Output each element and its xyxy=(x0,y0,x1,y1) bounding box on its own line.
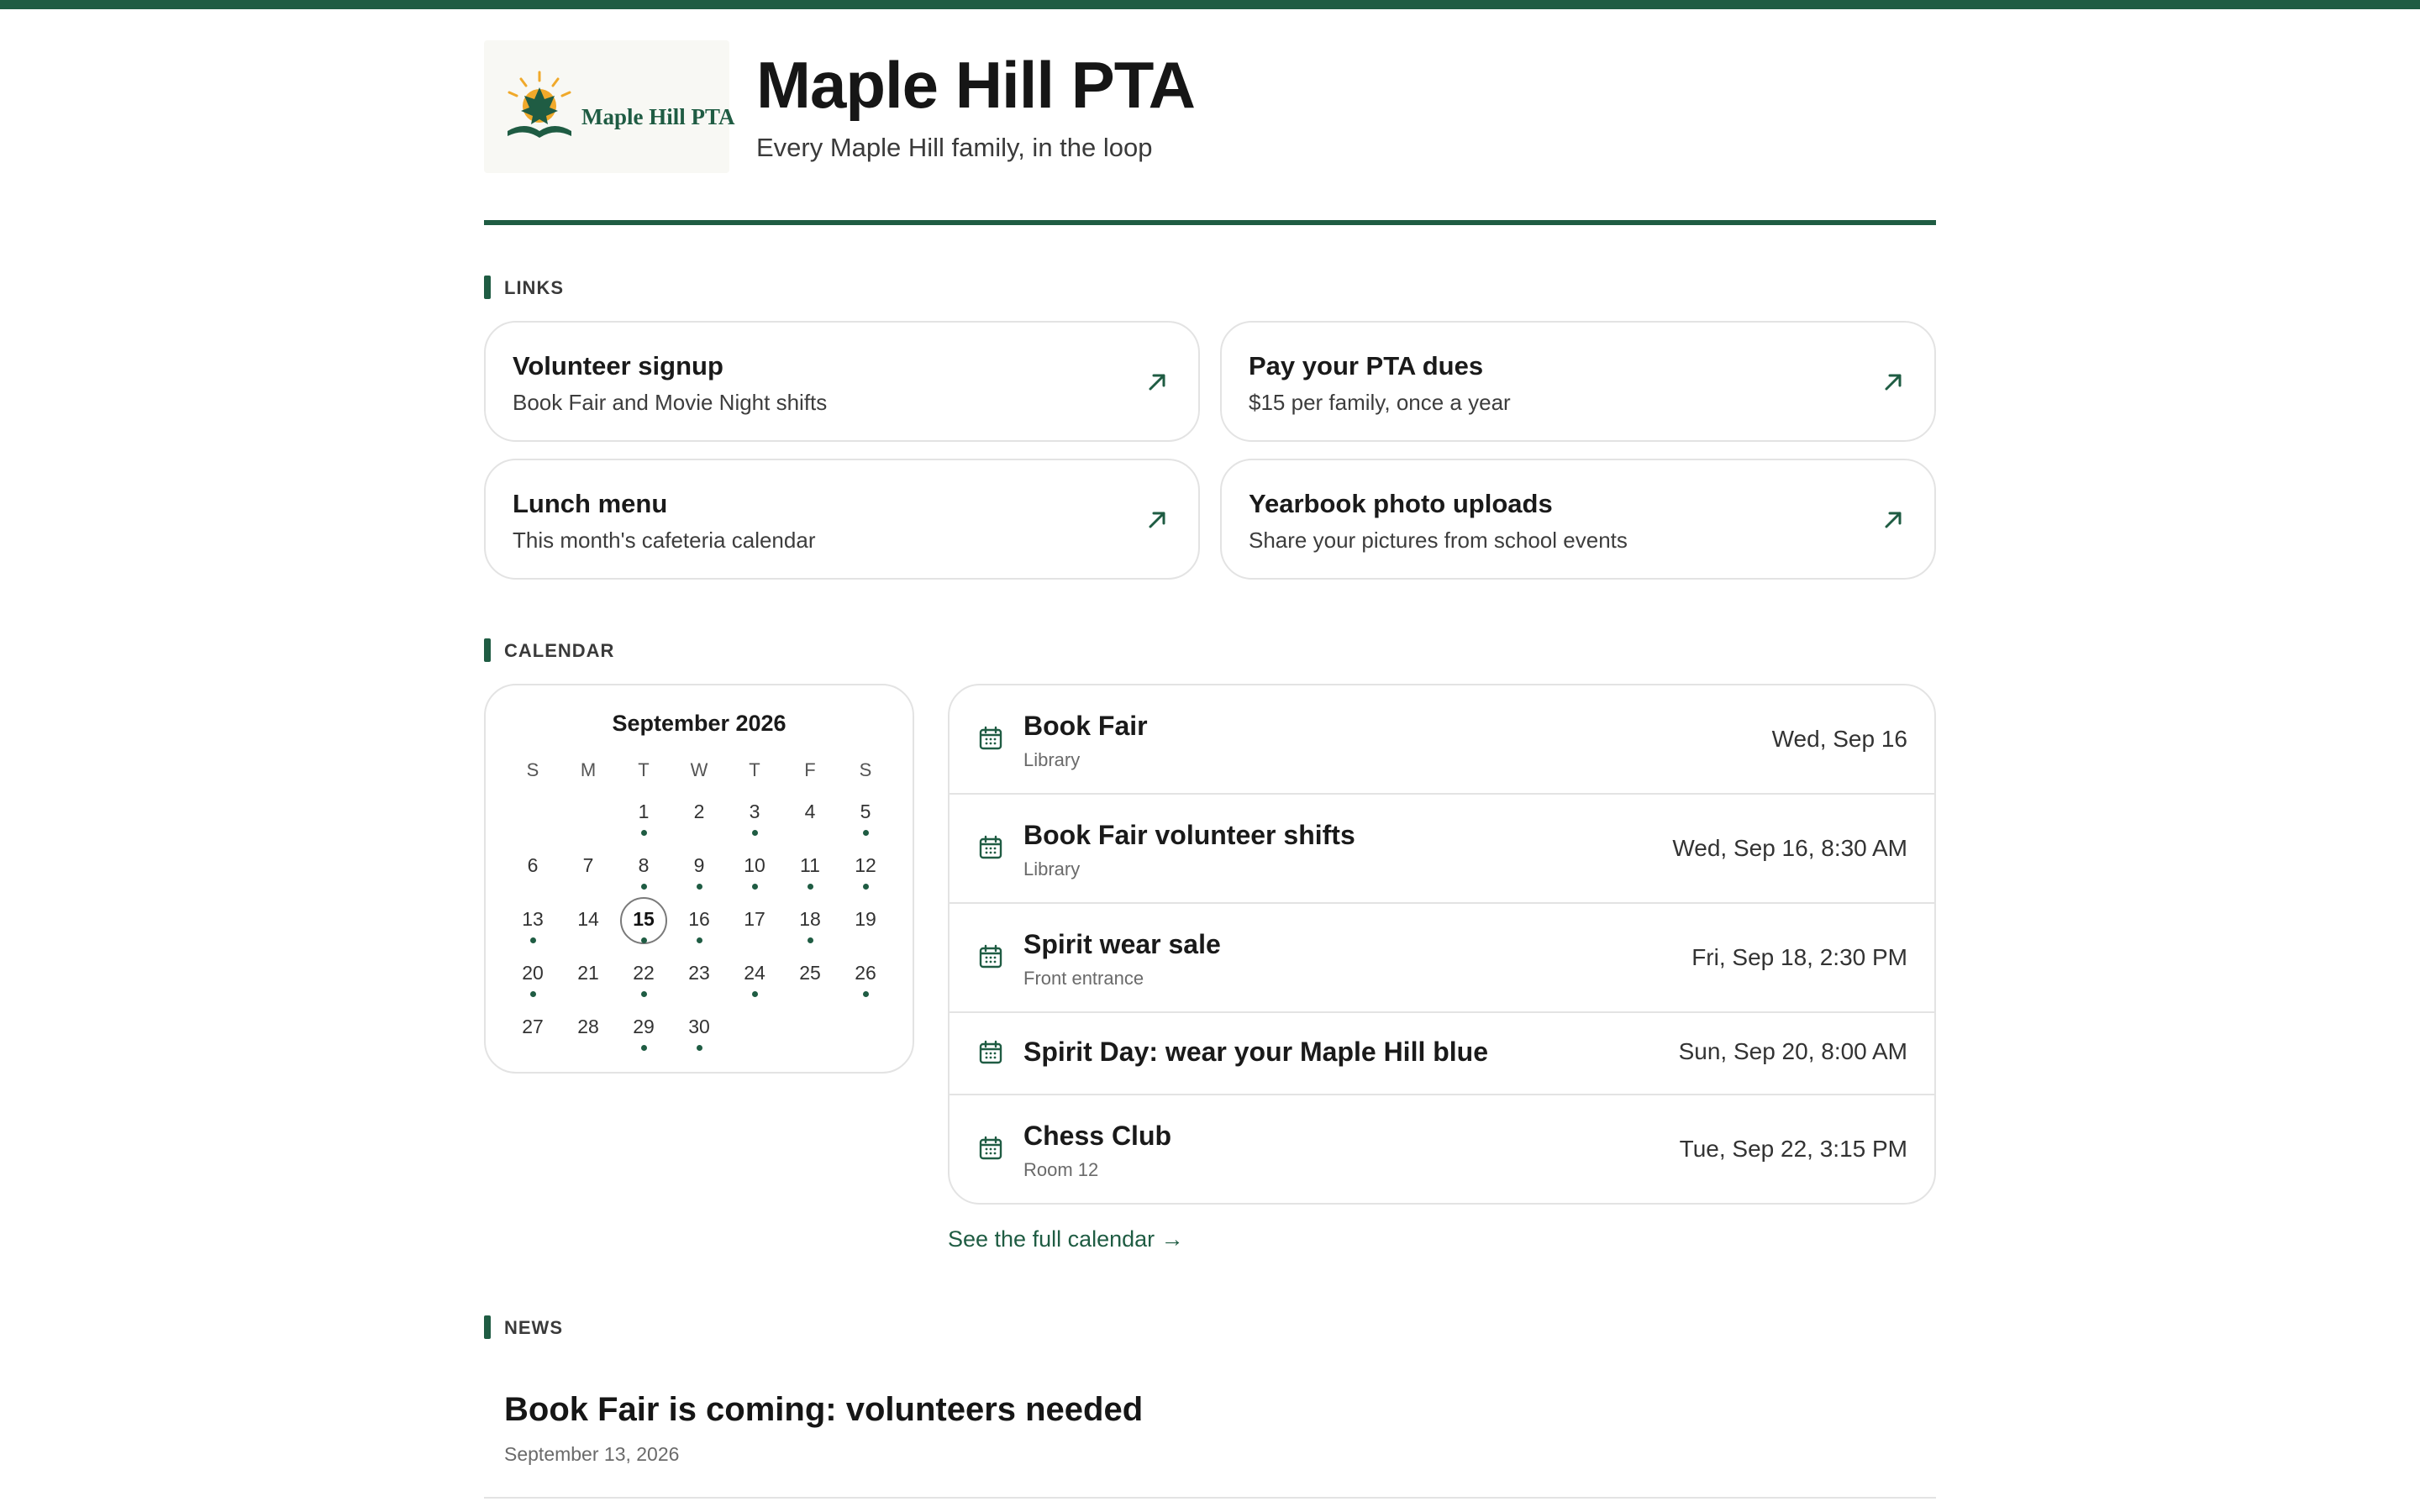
calendar-day-number: 20 xyxy=(522,962,544,984)
link-card-volunteer-signup[interactable] xyxy=(484,321,1200,442)
link-card-subtitle: Book Fair and Movie Night shifts xyxy=(513,390,828,415)
calendar-day-number: 18 xyxy=(799,908,821,930)
calendar-day[interactable] xyxy=(509,897,556,944)
event-dot-indicator xyxy=(697,1045,702,1051)
link-card-subtitle: $15 per family, once a year xyxy=(1249,390,1511,415)
link-card-title: Pay your PTA dues xyxy=(1249,351,1484,381)
calendar-day[interactable] xyxy=(565,951,612,998)
site-header xyxy=(484,40,1936,225)
news-date: September 13, 2026 xyxy=(504,1443,680,1465)
event-date: Sun, Sep 20, 8:00 AM xyxy=(1678,1038,1907,1064)
calendar-day-number: 23 xyxy=(688,962,710,984)
external-arrow-icon xyxy=(1882,371,1904,393)
mini-calendar xyxy=(484,684,914,1074)
event-dot-indicator xyxy=(808,884,813,890)
calendar-day[interactable] xyxy=(620,843,667,890)
event-row[interactable] xyxy=(950,904,1934,1013)
event-title: Spirit wear sale xyxy=(1023,929,1221,959)
calendar-day-number: 27 xyxy=(522,1016,544,1037)
event-dot-indicator xyxy=(863,991,869,997)
event-date: Wed, Sep 16, 8:30 AM xyxy=(1672,835,1907,861)
calendar-day-number: 5 xyxy=(860,801,871,822)
event-location: Front entrance xyxy=(1023,968,1144,989)
calendar-icon xyxy=(978,1040,1003,1065)
weekday-header: T xyxy=(638,759,650,780)
event-title: Book Fair volunteer shifts xyxy=(1023,820,1355,850)
calendar-day-number: 7 xyxy=(582,854,594,876)
calendar-day[interactable] xyxy=(842,843,889,890)
calendar-day[interactable] xyxy=(676,843,723,890)
link-card-subtitle: This month's cafeteria calendar xyxy=(513,528,816,553)
event-dot-indicator xyxy=(641,884,647,890)
weekday-header: S xyxy=(526,759,539,780)
full-calendar-link[interactable]: See the full calendar → xyxy=(948,1226,1184,1252)
external-arrow-icon xyxy=(1146,509,1168,531)
event-location: Room 12 xyxy=(1023,1159,1099,1180)
calendar-day[interactable] xyxy=(620,951,667,998)
event-location: Library xyxy=(1023,858,1081,879)
calendar-day-number: 13 xyxy=(522,908,544,930)
event-dot-indicator xyxy=(641,1045,647,1051)
calendar-day[interactable] xyxy=(676,897,723,944)
calendar-day-number: 30 xyxy=(688,1016,710,1037)
event-dot-indicator xyxy=(530,937,536,943)
event-location: Library xyxy=(1023,749,1081,770)
calendar-day[interactable] xyxy=(731,951,778,998)
section-label-text: NEWS xyxy=(504,1317,563,1338)
weekday-header: T xyxy=(749,759,760,780)
link-card-title: Volunteer signup xyxy=(513,351,723,381)
calendar-day-number: 21 xyxy=(577,962,599,984)
calendar-day[interactable] xyxy=(676,790,723,837)
event-dot-indicator xyxy=(863,830,869,836)
calendar-day[interactable] xyxy=(786,790,834,837)
calendar-day-number: 8 xyxy=(638,854,650,876)
calendar-day[interactable] xyxy=(565,843,612,890)
calendar-day-number: 4 xyxy=(804,801,816,822)
calendar-day[interactable] xyxy=(565,1005,612,1052)
weekday-header: S xyxy=(859,759,872,780)
event-dot-indicator xyxy=(808,937,813,943)
calendar-day[interactable] xyxy=(565,897,612,944)
event-title: Spirit Day: wear your Maple Hill blue xyxy=(1023,1037,1489,1067)
calendar-day[interactable] xyxy=(786,843,834,890)
events-list xyxy=(948,684,1936,1205)
logo-wordmark: Maple Hill PTA xyxy=(581,104,735,129)
page-title: Maple Hill PTA xyxy=(756,48,1195,122)
event-title: Book Fair xyxy=(1023,711,1148,741)
calendar-day-today[interactable] xyxy=(620,897,667,944)
event-dot-indicator xyxy=(697,937,702,943)
link-card-subtitle: Share your pictures from school events xyxy=(1249,528,1628,553)
calendar-day-number: 24 xyxy=(744,962,765,984)
event-date: Fri, Sep 18, 2:30 PM xyxy=(1691,944,1907,970)
calendar-day-number: 17 xyxy=(744,908,765,930)
section-label-text: CALENDAR xyxy=(504,640,615,661)
section-marker xyxy=(484,276,491,299)
event-title: Chess Club xyxy=(1023,1121,1172,1151)
calendar-day-number: 28 xyxy=(577,1016,599,1037)
weekday-header: M xyxy=(580,759,597,780)
calendar-day[interactable] xyxy=(731,843,778,890)
link-card-pay-dues[interactable] xyxy=(1220,321,1936,442)
calendar-day-number: 25 xyxy=(799,962,821,984)
weekday-header: W xyxy=(690,759,708,780)
calendar-day[interactable] xyxy=(509,1005,556,1052)
calendar-icon xyxy=(978,1136,1003,1161)
weekday-header: F xyxy=(804,759,816,780)
calendar-day-number: 14 xyxy=(577,908,599,930)
link-card-yearbook-uploads[interactable] xyxy=(1220,459,1936,580)
calendar-day[interactable] xyxy=(731,897,778,944)
calendar-day[interactable] xyxy=(731,790,778,837)
link-card-title: Yearbook photo uploads xyxy=(1249,489,1553,518)
calendar-day-number: 3 xyxy=(749,801,760,822)
calendar-day[interactable] xyxy=(676,1005,723,1052)
maple-leaf-sun-icon xyxy=(499,69,580,143)
calendar-day[interactable] xyxy=(786,951,834,998)
event-row[interactable] xyxy=(950,1095,1934,1205)
calendar-day-number: 16 xyxy=(688,908,710,930)
news-item[interactable] xyxy=(484,1361,1936,1499)
calendar-icon xyxy=(978,944,1003,969)
event-dot-indicator xyxy=(752,991,758,997)
calendar-day-number: 19 xyxy=(855,908,876,930)
event-date: Wed, Sep 16 xyxy=(1771,726,1907,752)
calendar-day-number: 10 xyxy=(744,854,765,876)
calendar-day[interactable] xyxy=(842,951,889,998)
calendar-day-number: 11 xyxy=(800,854,820,876)
calendar-day-number: 6 xyxy=(527,854,539,876)
event-dot-indicator xyxy=(863,884,869,890)
top-accent-bar xyxy=(0,0,2420,9)
calendar-day-number: 26 xyxy=(855,962,876,984)
event-dot-indicator xyxy=(641,830,647,836)
event-dot-indicator xyxy=(752,884,758,890)
pta-logo[interactable] xyxy=(484,40,735,173)
calendar-day-number: 15 xyxy=(633,908,655,930)
event-row[interactable] xyxy=(950,685,1934,795)
calendar-icon xyxy=(978,835,1003,860)
calendar-month-title: September 2026 xyxy=(612,711,786,736)
calendar-day[interactable] xyxy=(509,843,556,890)
event-dot-indicator xyxy=(530,991,536,997)
link-card-title: Lunch menu xyxy=(513,489,668,518)
news-title: Book Fair is coming: volunteers needed xyxy=(504,1391,1144,1428)
event-dot-indicator xyxy=(641,991,647,997)
event-date: Tue, Sep 22, 3:15 PM xyxy=(1679,1136,1907,1162)
calendar-day[interactable] xyxy=(620,790,667,837)
page-tagline: Every Maple Hill family, in the loop xyxy=(756,133,1153,162)
calendar-day[interactable] xyxy=(842,897,889,944)
calendar-day-number: 1 xyxy=(638,801,650,822)
calendar-day[interactable] xyxy=(842,790,889,837)
calendar-day[interactable] xyxy=(786,897,834,944)
calendar-day[interactable] xyxy=(509,951,556,998)
event-dot-indicator xyxy=(697,884,702,890)
calendar-day-number: 9 xyxy=(693,854,705,876)
calendar-day-number: 12 xyxy=(855,854,876,876)
calendar-day-number: 22 xyxy=(633,962,655,984)
section-marker xyxy=(484,638,491,662)
calendar-day-number: 29 xyxy=(633,1016,655,1037)
calendar-day-number: 2 xyxy=(693,801,705,822)
section-marker xyxy=(484,1315,491,1339)
event-dot-indicator xyxy=(641,937,647,943)
event-row[interactable] xyxy=(950,795,1934,904)
calendar-day[interactable] xyxy=(620,1005,667,1052)
event-row[interactable] xyxy=(950,1013,1934,1095)
event-dot-indicator xyxy=(752,830,758,836)
link-card-lunch-menu[interactable] xyxy=(484,459,1200,580)
section-label-text: LINKS xyxy=(504,277,564,298)
external-arrow-icon xyxy=(1882,509,1904,531)
external-arrow-icon xyxy=(1146,371,1168,393)
calendar-icon xyxy=(978,726,1003,751)
calendar-day[interactable] xyxy=(676,951,723,998)
